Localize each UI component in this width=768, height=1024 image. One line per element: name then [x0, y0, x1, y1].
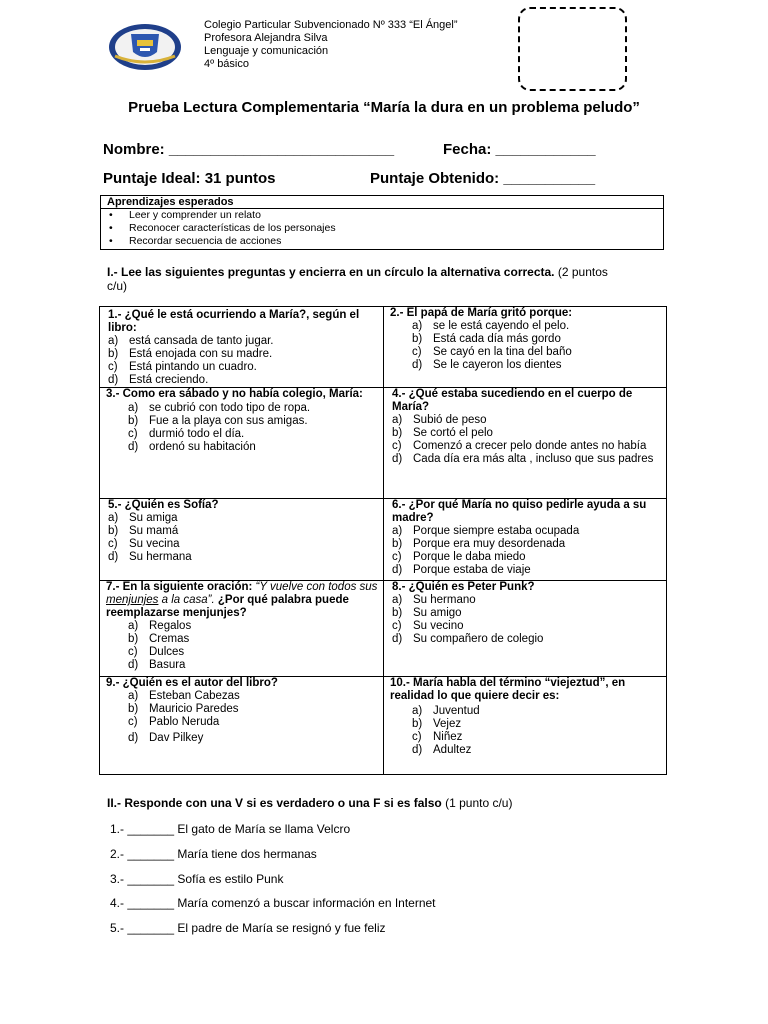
question-8-text: 8.- ¿Quién es Peter Punk?: [392, 581, 535, 593]
option-d[interactable]: d) ordenó su habitación: [128, 441, 256, 453]
question-1-text: 1.- ¿Qué le está ocurriendo a María?, según el libro:: [108, 309, 360, 334]
question-1: [108, 309, 376, 387]
option-b[interactable]: b) Cremas: [128, 633, 190, 645]
section1-heading: I.- Lee las siguientes preguntas y encierra en un círculo la alternativa correcta.: [107, 265, 555, 279]
option-c[interactable]: c) Su vecino: [392, 620, 464, 632]
option-a[interactable]: a) Esteban Cabezas: [128, 690, 240, 702]
section1-points: (2 puntos c/u): [107, 265, 608, 293]
option-a[interactable]: a) Subió de peso: [392, 414, 487, 426]
question-5: [108, 499, 376, 564]
question-3: [106, 388, 376, 454]
question-5-text: 5.- ¿Quién es Sofía?: [108, 499, 219, 511]
option-d[interactable]: d) Su hermana: [108, 551, 192, 563]
section2-points: (1 punto c/u): [445, 796, 513, 810]
learning-objectives-heading: Aprendizajes esperados: [101, 196, 663, 209]
learning-objective-item: • Recordar secuencia de acciones: [101, 235, 663, 248]
option-c[interactable]: c) Su vecina: [108, 538, 180, 550]
question-7: [106, 581, 378, 672]
question-8: [392, 581, 660, 646]
true-false-item-3[interactable]: 3.- _______ Sofía es estilo Punk: [110, 872, 284, 886]
option-d[interactable]: d) Dav Pilkey: [128, 732, 204, 744]
puntaje-obtenido-field[interactable]: Puntaje Obtenido: ___________: [370, 170, 596, 187]
nombre-field[interactable]: Nombre: ___________________________: [103, 141, 395, 158]
question-9-text: 9.- ¿Quién es el autor del libro?: [106, 677, 278, 689]
section2-heading: II.- Responde con una V si es verdadero o una F si es falso: [107, 796, 442, 810]
fecha-field[interactable]: Fecha: ____________: [443, 141, 596, 158]
question-2: [390, 307, 660, 372]
school-logo: [107, 22, 183, 72]
question-7-text: 7.- En la siguiente oración: “Y vuelve con todos sus menjunjes a la casa”. ¿Por qué palabra puede reemplazarse menjunjes?: [106, 581, 378, 619]
school-name: Colegio Particular Subvencionado Nº 333 “El Ángel”: [204, 19, 458, 31]
section1-instructions: [107, 265, 617, 293]
question-4-text: 4.- ¿Qué estaba sucediendo en el cuerpo de María?: [392, 388, 633, 413]
option-a[interactable]: a) Juventud: [412, 705, 480, 717]
option-b[interactable]: b) Su mamá: [108, 525, 179, 537]
option-d[interactable]: d) Cada día era más alta , incluso que sus padres: [392, 453, 654, 465]
grade-box: [518, 7, 627, 91]
learning-objective-item: • Reconocer características de los personajes: [101, 222, 663, 235]
true-false-item-1[interactable]: 1.- _______ El gato de María se llama Velcro: [110, 822, 351, 836]
option-b[interactable]: b) Porque era muy desordenada: [392, 538, 566, 550]
option-d[interactable]: d) Basura: [128, 659, 186, 671]
option-d[interactable]: d) Su compañero de colegio: [392, 633, 544, 645]
option-c[interactable]: c) Niñez: [412, 731, 463, 743]
question-6-text: 6.- ¿Por qué María no quiso pedirle ayuda a su madre?: [392, 499, 647, 524]
option-c[interactable]: c) Dulces: [128, 646, 185, 658]
question-10-text: 10.- María habla del término “viejeztud”, en realidad lo que quiere decir es:: [390, 677, 626, 702]
option-c[interactable]: c) Se cayó en la tina del baño: [412, 346, 572, 358]
option-d[interactable]: d) Está creciendo.: [108, 374, 209, 386]
option-b[interactable]: b) Su amigo: [392, 607, 462, 619]
option-b[interactable]: b) Se cortó el pelo: [392, 427, 493, 439]
learning-objectives-box: [100, 195, 664, 250]
question-2-text: 2.- El papá de María gritó porque:: [390, 307, 573, 319]
true-false-item-4[interactable]: 4.- _______ María comenzó a buscar información en Internet: [110, 896, 436, 910]
section2-instructions: [107, 796, 512, 810]
option-c[interactable]: c) Comenzó a crecer pelo donde antes no había: [392, 440, 647, 452]
learning-objective-item: • Leer y comprender un relato: [101, 209, 663, 222]
true-false-item-5[interactable]: 5.- _______ El padre de María se resignó y fue feliz: [110, 921, 386, 935]
option-d[interactable]: d) Se le cayeron los dientes: [412, 359, 562, 371]
question-9: [106, 677, 376, 745]
option-a[interactable]: a) Regalos: [128, 620, 192, 632]
questions-table: [99, 306, 667, 775]
option-c[interactable]: c) Está pintando un cuadro.: [108, 361, 257, 373]
school-info: [204, 19, 458, 71]
option-b[interactable]: b) Vejez: [412, 718, 462, 730]
question-3-text: 3.- Como era sábado y no había colegio, María:: [106, 388, 363, 400]
puntaje-ideal: Puntaje Ideal: 31 puntos: [103, 170, 276, 187]
option-d[interactable]: d) Porque estaba de viaje: [392, 564, 531, 576]
true-false-item-2[interactable]: 2.- _______ María tiene dos hermanas: [110, 847, 317, 861]
page-title: Prueba Lectura Complementaria “María la dura en un problema peludo”: [128, 99, 640, 116]
question-4: [392, 388, 660, 466]
option-b[interactable]: b) Fue a la playa con sus amigas.: [128, 415, 308, 427]
option-d[interactable]: d) Adultez: [412, 744, 472, 756]
highlighted-word: menjunjes: [106, 594, 159, 606]
option-b[interactable]: b) Está enojada con su madre.: [108, 348, 273, 360]
teacher-name: Profesora Alejandra Silva: [204, 32, 328, 44]
option-c[interactable]: c) Pablo Neruda: [128, 716, 220, 728]
grade: 4º básico: [204, 58, 249, 70]
option-a[interactable]: a) Porque siempre estaba ocupada: [392, 525, 580, 537]
option-c[interactable]: c) durmió todo el día.: [128, 428, 245, 440]
option-a[interactable]: a) se le está cayendo el pelo.: [412, 320, 570, 332]
question-10: [390, 677, 662, 757]
option-a[interactable]: a) Su hermano: [392, 594, 476, 606]
option-a[interactable]: a) se cubrió con todo tipo de ropa.: [128, 402, 311, 414]
option-c[interactable]: c) Porque le daba miedo: [392, 551, 526, 563]
option-b[interactable]: b) Está cada día más gordo: [412, 333, 561, 345]
option-b[interactable]: b) Mauricio Paredes: [128, 703, 239, 715]
subject: Lenguaje y comunicación: [204, 45, 329, 57]
option-a[interactable]: a) está cansada de tanto jugar.: [108, 335, 274, 347]
question-6: [392, 499, 660, 577]
option-a[interactable]: a) Su amiga: [108, 512, 178, 524]
